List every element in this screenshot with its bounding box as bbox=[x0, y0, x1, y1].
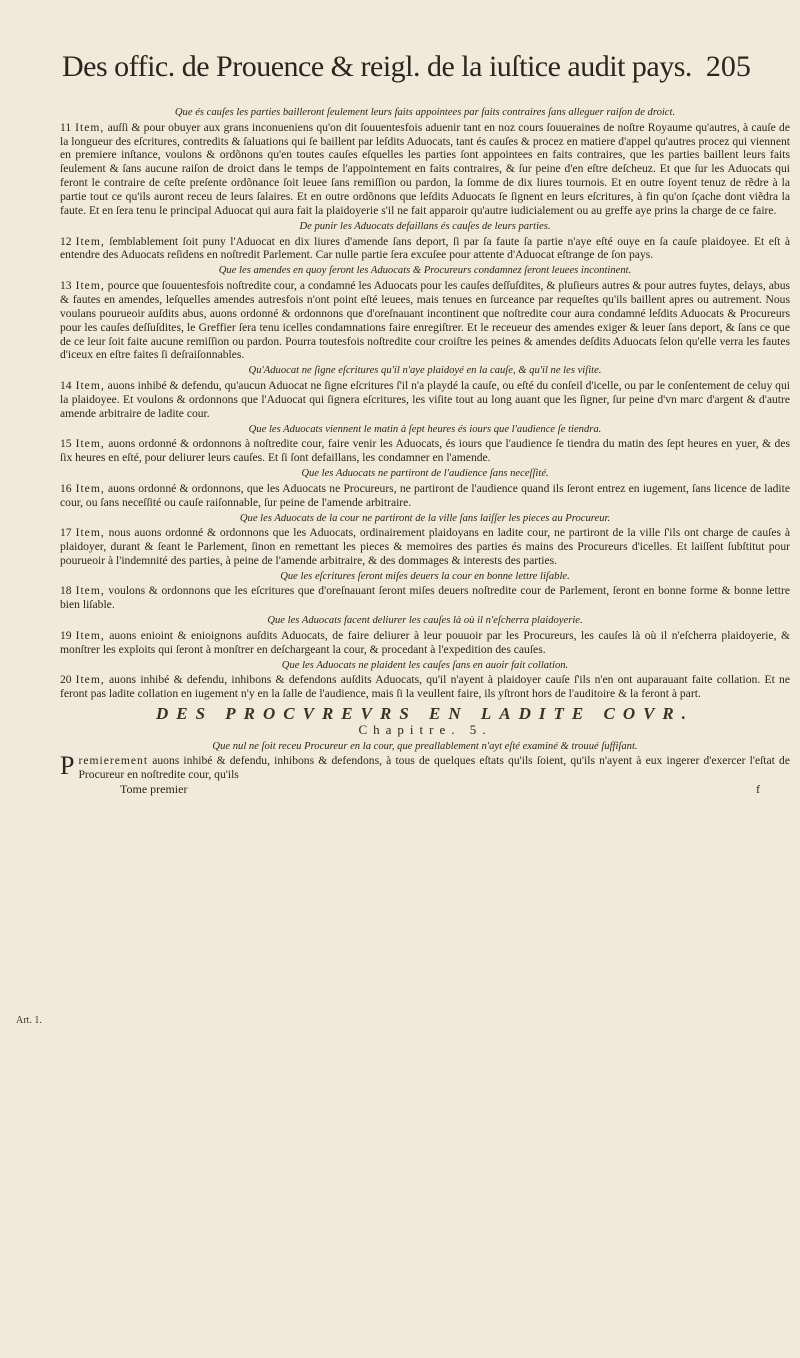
article-text: auons ordonné & ordonnons, que les Aduocats ne Procureurs, ne partiront de l'audience quand ils ſeront entrez en iugement, ſans licence de ladite cour, ou ſans neceſſité ou cauſe raiſonnable, ſur peine de l'amende arbitraire. bbox=[60, 481, 790, 509]
article-paragraph bbox=[60, 526, 790, 568]
body-text bbox=[60, 104, 790, 797]
article-heading: Que les Aduocats ne partiront de l'audience ſans neceſſité. bbox=[301, 468, 549, 480]
article-lead-word: remierement bbox=[78, 754, 149, 768]
article-number: 20 bbox=[60, 673, 72, 687]
article-number: 15 bbox=[60, 437, 72, 451]
article-number: 11 bbox=[60, 120, 72, 134]
article-text: ſemblablement ſoit puny l'Aduocat en dix liures d'amende ſans deport, ſi par ſa faute ſa partie n'aye eſté ouye en ſa cauſe plaidoyee. Et eſt à entendre des Aduocats reſidens en noſtredit Parlement. Car nulle partie ſera excuſee pour attente d'Aduocat eſtrange de ſon pays. bbox=[60, 234, 790, 262]
article-heading: Que nul ne ſoit receu Procureur en la cour, que preallablement n'ayt eſté examiné & trouué ſuffiſant. bbox=[212, 740, 638, 752]
article-heading: Que les eſcritures ſeront miſes deuers la cour en bonne lettre liſable. bbox=[280, 570, 570, 582]
article-lead-word: Item, bbox=[75, 378, 105, 392]
article-paragraph bbox=[60, 279, 790, 362]
footer-signature: f bbox=[756, 782, 760, 797]
article-lead-word: Item, bbox=[75, 584, 105, 598]
article-number: 17 bbox=[60, 526, 72, 540]
article-heading: Que les Aduocats facent deliurer les cauſes là où il n'eſcherra plaidoyerie. bbox=[267, 615, 583, 627]
article-lead-word: Item, bbox=[75, 673, 105, 687]
article-text: auons inhibé & defendu, inhibons & defendons auſdits Aduocats, qu'il n'ayent à plaidoyer cauſe ſ'ils n'en ont auparauant faite collation. Et ne feront pas ladite collation en iugement n'y en la ſalle de l'audience, mais ſi la veullent faire, ils yſtront hors de l'auditoire & la feront à part. bbox=[60, 673, 790, 701]
article-heading: Qu'Aduocat ne ſigne eſcritures qu'il n'aye plaidoyé en la cauſe, & qu'il ne les viſite. bbox=[248, 365, 602, 377]
article-lead-word: Item, bbox=[75, 628, 105, 642]
article-text: auons enioint & enioignons auſdits Aduocats, de faire deliurer à leur pouuoir par les Procureurs, les cauſes là où il n'eſcherra plaidoyerie, & monſtrer les exploits qui ſeront à monſtrer en deſchargeant la cour, & procedant à l'expedition des cauſes. bbox=[60, 628, 790, 656]
folio-number: 205 bbox=[705, 50, 751, 83]
running-title: Des offic. de Prouence & reigl. de la iuſtice audit pays. bbox=[62, 50, 692, 83]
article-text: nous auons ordonné & ordonnons que les Aduocats, ordinairement plaidoyans en ladite cour, ne partiront de la ville ſ'ils ont charge de cauſes à plaidoyer, durant & ſeant le Parlement, ſinon en remettant les pieces & memoires des parties és mains des Procureurs d'icelles. Et laiſſent ſubſtitut pour pourueoir à l'indemnité des parties, à peine de l'amende arbitraire, & des dommages & interests des parties. bbox=[60, 526, 790, 567]
article-paragraph bbox=[60, 673, 790, 701]
article-heading: De punir les Aduocats defaillans és cauſes de leurs parties. bbox=[299, 220, 551, 232]
article-lead-word: Item, bbox=[75, 120, 105, 134]
article-number: 18 bbox=[60, 584, 72, 598]
drop-cap: P bbox=[60, 751, 75, 781]
article-text: auſſi & pour obuyer aux grans inconueniens qu'on dit ſouuentesfois aduenir tant en noz cours ſouueraines de noſtre Royaume qu'autres, à cauſe de la longueur des eſcritures, contredits & ſaluations qui ſe baillent par leſdits Aduocats, tant és cauſes & procez en matiere d'appel qu'autres procez qui viennent en premiere inſtance, voulons & ordõnons qu'en toutes cauſes eſquelles les parties ſont appointees en faits contraires, que les parties baillent leurs faits ſeulement & ſans aucune raiſon de droict dans le temps de l'appointement en faits contraires, & ſur peine d'en eſtre deſcheuz. Et que ſur les Aduocats qui feront le contraire de ceſte preſente ordõnance ſoit leuee ſans remiſſion ou pardon, la ſomme de dix liures tournois. Et en outre ſoyent tenuz de rẽdre à la partie tout ce qu'ils auront receu de leurs ſalaires. Et en outre ordõnons que leſdits Aduocats ſe ſignent en leurs eſcritures, à fin qu'on ſçache dont viẽdra la faute. Et en ſera tenu le principal Aduocat qui aura fait la plaidoyerie s'il ne fait apparoir qu'autre iudicialement ou au greffe aye prins la charge de ce faire. bbox=[60, 120, 790, 218]
article-paragraph bbox=[60, 629, 790, 657]
article-number: 16 bbox=[60, 481, 72, 495]
article-number: 13 bbox=[60, 278, 72, 292]
section-title: DES PROCVREVRS EN LADITE COVR. bbox=[155, 704, 695, 724]
article-number: 12 bbox=[60, 234, 72, 248]
article-paragraph bbox=[60, 121, 790, 218]
article-text: auons inhibé & defendu, qu'aucun Aduocat ne ſigne eſcritures ſ'il n'a playdé la cauſe, ou eſté du conſeil d'icelle, ou par le conſentement de celuy qui la plaidoyee. Et voulons & ordonnons que l'Aduocat qui ſignera eſcritures, les viſite tout au long auant que les ſigner, ſur peine d'vn marc d'argent & d'autre amende arbitraire de ladite cour. bbox=[60, 378, 790, 420]
article-text: pource que ſouuentesfois noſtredite cour, a condamné les Aduocats pour les cauſes deſſuſdites, & pluſieurs autres & pour autres fuytes, delays, abus & fautes en amendes, leſquelles amendes autresfois n'ont point eſté leuees, mais tenues en ſurceance par requeſtes qu'ils baillent apres ou autrement. Nous voulans pourueoir auſdits abus, auons ordonné & ordonnons que d'oreſnauant incontinent que noſtredite cour aura condamné leſdits Aduocats & Procureurs pour les cauſes deſſuſdites, le Greffier ſera tenu icelles condamnations faire enregiſtrer. Et le receueur des amendes exiger & leuer ſans deport, & ſans ce que de ce leur ſoit faite aucune remiſſion ou pardon. Pourra toutesfois noſtredite cour croiſtre les peines & amendes deſdits Aduocats ſelon qu'elle verra les fautes d'iceux en eſtre faites ſi deſraiſonnables. bbox=[60, 278, 790, 362]
article-lead-word: Item, bbox=[75, 437, 105, 451]
article-lead-word: Item, bbox=[75, 278, 105, 292]
footer-volume: Tome premier bbox=[120, 782, 188, 797]
article-number: 14 bbox=[60, 378, 72, 392]
article-lead-word: Item, bbox=[75, 526, 105, 540]
article-lead-word: Item, bbox=[75, 234, 105, 248]
page-footer bbox=[60, 783, 790, 797]
article-paragraph bbox=[60, 482, 790, 510]
article-paragraph bbox=[60, 235, 790, 263]
article-heading: Que les Aduocats de la cour ne partiront de la ville ſans laiſſer les pieces au Procureur. bbox=[239, 512, 611, 524]
article-lead-word: Item, bbox=[75, 481, 105, 495]
chapter-heading: Chapitre. 5. bbox=[358, 721, 492, 737]
article-text: voulons & ordonnons que les eſcritures que d'oreſnauant ſeront miſes deuers noſtredite cour de Parlement, ſeront en bonne forme & bonne lettre bien liſable. bbox=[60, 584, 790, 612]
article-heading: Que és cauſes les parties bailleront ſeulement leurs faits appointees par faits contraires ſans alleguer raiſon de droict. bbox=[174, 107, 676, 118]
article-paragraph bbox=[60, 379, 790, 421]
page-header bbox=[62, 50, 782, 110]
article-paragraph bbox=[60, 437, 790, 465]
article-paragraph bbox=[60, 584, 790, 612]
article-text: auons inhibé & defendu, inhibons & defendons, à tous de quelques eſtats qu'ils ſoient, qu'ils n'ayent à eux ingerer d'exercer l'eſtat de Procureur en noſtredite cour, qu'ils bbox=[78, 754, 790, 782]
article-text: auons ordonné & ordonnons à noſtredite cour, faire venir les Aduocats, és iours que l'audience ſe tiendra du matin des ſept heures en yuer, & des ſix heures en eſté, pour deliurer leurs cauſes. Et ſi ſont defaillans, les condamner en l'amende. bbox=[60, 437, 790, 465]
article-heading: Que les amendes en quoy ſeront les Aduocats & Procureurs condamnez ſeront leuees incontinent. bbox=[218, 265, 632, 277]
margin-note: Art. 1. bbox=[16, 1015, 42, 1026]
article-number: 19 bbox=[60, 628, 72, 642]
article-heading: Que les Aduocats ne plaident les cauſes ſans en auoir fait collation. bbox=[281, 659, 569, 671]
article-paragraph bbox=[60, 751, 790, 782]
article-heading: Que les Aduocats viennent le matin à ſept heures és iours que l'audience ſe tiendra. bbox=[248, 423, 602, 435]
